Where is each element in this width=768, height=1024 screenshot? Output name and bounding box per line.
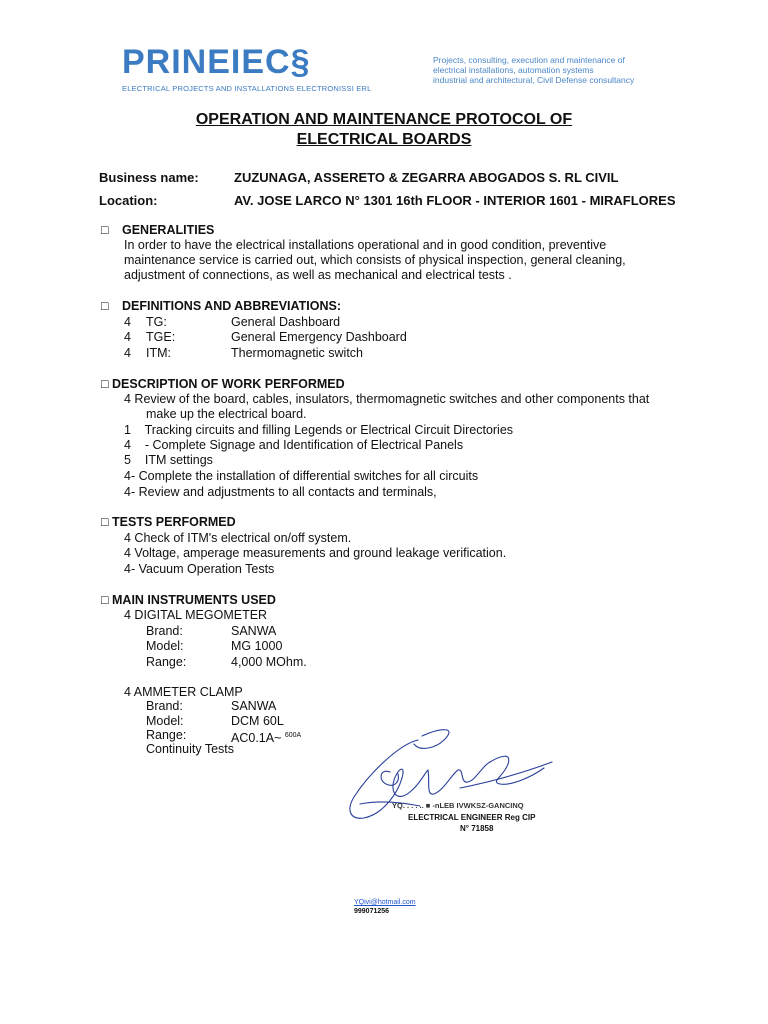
clamp-extra: Continuity Tests [146,742,235,756]
test-line: 4 Check of ITM's electrical on/off system. [124,531,352,545]
megometer-range-label: Range: [146,655,187,669]
work-line: 4 - Complete Signage and Identification of Electrical Panels [124,438,464,452]
definition-num: 4 [124,346,131,360]
definition-desc: General Dashboard [231,315,341,329]
location-label: Location: [99,193,158,208]
megometer-model-label: Model: [146,639,184,653]
definitions-heading: DEFINITIONS AND ABBREVIATIONS: [122,299,341,313]
work-line: 4 Review of the board, cables, insulators, thermomagnetic switches and other components that [124,392,650,406]
megometer-brand-label: Brand: [146,624,183,638]
document-title-line-2: ELECTRICAL BOARDS [296,131,472,148]
paragraph-line: maintenance service is carried out, which consists of physical inspection, general cleaning, [124,253,626,267]
test-line: 4- Vacuum Operation Tests [124,562,275,576]
test-line: 4 Voltage, amperage measurements and ground leakage verification. [124,546,507,560]
business-name-label: Business name: [99,170,199,185]
contact-email-link[interactable]: YQivi@hotmail.com [354,899,416,906]
tagline-line: industrial and architectural, Civil Defense consultancy [433,75,635,85]
work-line: 5 ITM settings [124,453,213,467]
clamp-range-label: Range: [146,728,187,742]
contact-phone: 999071256 [354,908,390,915]
business-name-value: ZUZUNAGA, ASSERETO & ZEGARRA ABOGADOS S. RL CIVIL [234,170,619,185]
work-line: 1 Tracking circuits and filling Legends or Electrical Circuit Directories [124,423,514,437]
definition-desc: General Emergency Dashboard [231,330,407,344]
definitions-bullet: □ [101,299,109,313]
megometer-title: 4 DIGITAL MEGOMETER [124,608,268,622]
company-tagline [433,55,673,85]
megometer-model: MG 1000 [231,639,283,653]
tagline-line: Projects, consulting, execution and maintenance of [433,55,625,65]
tests-heading: □ TESTS PERFORMED [101,515,236,529]
paragraph-line: In order to have the electrical installations operational and in good condition, preventive [124,238,607,252]
definition-num: 4 [124,315,131,329]
clamp-model: DCM 60L [231,714,284,728]
document-title-line-1: OPERATION AND MAINTENANCE PROTOCOL OF [195,111,573,128]
work-line: make up the electrical board. [146,407,307,421]
company-subtitle: ELECTRICAL PROJECTS AND INSTALLATIONS ELECTRONISSI ERL [122,84,372,93]
clamp-range-value: AC0.1A~ [231,731,282,746]
megometer-brand: SANWA [231,624,277,638]
signature-name: YQ. . . . .. ■ -nLEB IVWKSZ-GANCINQ [392,801,524,810]
generalities-heading: GENERALITIES [122,223,215,237]
location-value: AV. JOSE LARCO N° 1301 16th FLOOR - INTERIOR 1601 - MIRAFLORES [234,193,676,208]
company-logo: PRINEIEC§ [122,43,311,81]
clamp-range-max: 600A [284,732,302,739]
clamp-title: 4 AMMETER CLAMP [124,685,243,699]
signature-title: ELECTRICAL ENGINEER Reg CIP [408,813,536,822]
work-heading: □ DESCRIPTION OF WORK PERFORMED [101,377,345,391]
generalities-text [124,238,626,283]
work-line: 4- Review and adjustments to all contacts and terminals, [124,485,437,499]
paragraph-line: adjustment of connections, as well as mechanical and electrical tests . [124,268,512,282]
clamp-range [231,728,301,746]
definition-abbr: ITM: [146,346,171,360]
instruments-heading: □ MAIN INSTRUMENTS USED [101,593,276,607]
definition-abbr: TG: [146,315,167,329]
clamp-brand: SANWA [231,699,277,713]
definition-desc: Thermomagnetic switch [231,346,363,360]
clamp-model-label: Model: [146,714,184,728]
megometer-range: 4,000 MOhm. [231,655,307,669]
definition-abbr: TGE: [146,330,176,344]
clamp-brand-label: Brand: [146,699,183,713]
work-line: 4- Complete the installation of differential switches for all circuits [124,469,479,483]
tagline-line: electrical installations, automation systems [433,65,594,75]
signature-drawing [340,722,570,827]
definition-num: 4 [124,330,131,344]
signature-reg: N° 71858 [460,824,494,833]
generalities-bullet: □ [101,223,109,237]
